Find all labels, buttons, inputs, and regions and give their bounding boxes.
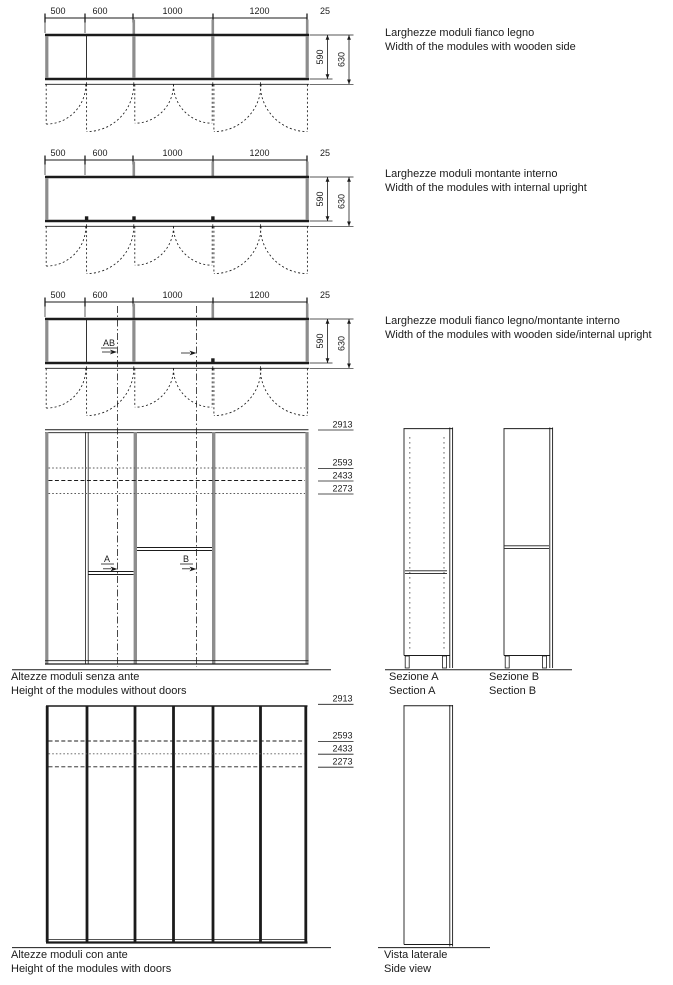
section-a-label [389, 670, 439, 698]
plan1-title [385, 26, 576, 54]
plan3-frame [45, 298, 354, 416]
dim-25: 25 [319, 6, 331, 16]
dim-1200: 1200 [249, 148, 270, 158]
side-view-drawing [378, 705, 490, 948]
section-b-drawing [385, 428, 572, 670]
height-2433: 2433 [332, 470, 353, 481]
label-en: Section A [389, 685, 436, 697]
dim-1200: 1200 [249, 290, 270, 300]
plan-internal-upright [45, 148, 354, 274]
caption-en: Height of the modules with doors [11, 963, 172, 975]
height-2273: 2273 [332, 483, 353, 494]
side-view-label [384, 948, 447, 976]
dim-630: 630 [336, 193, 347, 210]
dim-590: 590 [314, 333, 325, 349]
height-2433: 2433 [332, 743, 353, 754]
plan-wooden-side [45, 6, 354, 132]
plan3-title-en: Width of the modules with wooden side/internal upright [385, 329, 652, 341]
dim-1000: 1000 [162, 148, 183, 158]
elevation-without-doors [12, 420, 354, 670]
caption-en: Height of the modules without doors [11, 685, 187, 697]
section-marker-b: B [182, 554, 190, 564]
section-cut-lines [101, 306, 197, 667]
plan2-title [385, 167, 587, 195]
dim-600: 600 [92, 148, 108, 158]
plan1-title-en: Width of the modules with wooden side [385, 41, 576, 53]
dim-500: 500 [50, 6, 66, 16]
height-2913: 2913 [332, 693, 353, 704]
elevation-doors-caption [11, 948, 171, 976]
height-2593: 2593 [332, 457, 353, 468]
dim-590: 590 [314, 191, 325, 207]
height-2593: 2593 [332, 730, 353, 741]
dim-1000: 1000 [162, 290, 183, 300]
plan2-frame [45, 156, 354, 274]
dim-500: 500 [50, 148, 66, 158]
height-2273: 2273 [332, 756, 353, 767]
height-2913: 2913 [332, 419, 353, 430]
dim-630: 630 [336, 335, 347, 352]
label-it: Sezione A [389, 671, 439, 683]
label-it: Sezione B [489, 671, 540, 683]
dim-590: 590 [314, 49, 325, 65]
elevation-open-caption [11, 670, 187, 698]
dim-25: 25 [319, 290, 331, 300]
dim-600: 600 [92, 290, 108, 300]
section-marker-ab: AB [102, 338, 116, 348]
label-en: Side view [384, 963, 432, 975]
dim-25: 25 [319, 148, 331, 158]
plan3-title [385, 314, 652, 342]
caption-it: Altezze moduli senza ante [11, 671, 140, 683]
dim-630: 630 [336, 51, 347, 68]
label-it: Vista laterale [384, 949, 448, 961]
dim-1200: 1200 [249, 6, 270, 16]
plan1-frame [45, 14, 354, 132]
dim-600: 600 [92, 6, 108, 16]
section-b-label [489, 670, 539, 698]
plan3-title-it: Larghezze moduli fianco legno/montante interno [385, 315, 620, 327]
elevation-with-doors [12, 694, 354, 948]
dim-1000: 1000 [162, 6, 183, 16]
caption-it: Altezze moduli con ante [11, 949, 128, 961]
plan2-title-en: Width of the modules with internal upright [385, 182, 587, 194]
label-en: Section B [489, 685, 537, 697]
plan1-title-it: Larghezze moduli fianco legno [385, 27, 535, 39]
section-marker-a: A [103, 554, 111, 564]
plan-mixed [45, 290, 354, 416]
dim-500: 500 [50, 290, 66, 300]
section-a-drawing [404, 428, 454, 669]
plan2-title-it: Larghezze moduli montante interno [385, 168, 558, 180]
